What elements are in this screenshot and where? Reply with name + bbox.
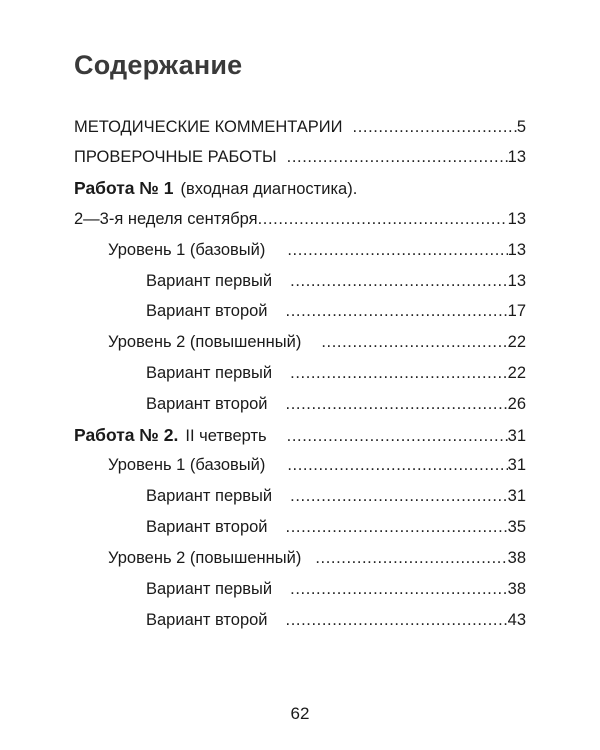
toc-entry-label: МЕТОДИЧЕСКИЕ КОММЕНТАРИИ [74,118,343,136]
toc-entry [74,114,526,140]
toc-entry [108,452,526,478]
section-subtitle: (входная диагностика). [180,180,358,198]
section-subtitle: II четверть [185,427,267,445]
toc-entry-label: Вариант второй [146,395,268,413]
toc-page-number: 13 [507,210,526,228]
toc-page-number: 38 [507,549,526,567]
dot-leader [286,391,508,417]
dot-leader [258,206,508,232]
toc-entry [74,144,526,170]
toc-page-number: 31 [507,456,526,474]
toc-entry [146,607,526,633]
toc-entry [146,576,526,602]
dot-leader [286,607,508,633]
toc-page-number: 26 [507,395,526,413]
toc-entry-label: Уровень 2 (повышенный) [108,549,302,567]
toc-section-heading [74,175,526,201]
toc-entry-label: Вариант второй [146,518,268,536]
toc-entry [146,360,526,386]
section-title: Работа № 2. [74,425,179,445]
toc-entry [146,514,526,540]
toc-entry [146,268,526,294]
dot-leader [287,423,508,449]
page-number: 62 [290,704,310,723]
toc-page-number: 13 [507,272,526,290]
toc-section-heading [74,422,526,448]
dot-leader [290,576,508,602]
dot-leader [287,144,508,170]
dot-leader [286,514,508,540]
toc-page-number: 13 [507,241,526,259]
page-title: Содержание [74,50,243,80]
toc-page-number: 31 [507,487,526,505]
toc-entry-label: Уровень 1 (базовый) [108,456,266,474]
dot-leader [287,237,507,263]
toc-entry-label: Уровень 2 (повышенный) [108,333,302,351]
toc-entry [108,329,526,355]
dot-leader [290,360,508,386]
toc-page-number: 38 [507,580,526,598]
toc-entry-label: Вариант второй [146,611,268,629]
dot-leader [321,329,507,355]
toc-entry [146,391,526,417]
toc-entry [108,545,526,571]
toc-entry-label: 2—3-я неделя сентября [74,210,258,228]
toc-page-number: 22 [507,364,526,382]
dot-leader [287,452,507,478]
toc-entry-label: Вариант первый [146,272,273,290]
toc-page-number: 31 [507,427,526,445]
toc-entry-label: Вариант первый [146,364,273,382]
toc-entry-label: Вариант второй [146,302,268,320]
toc-entry [108,237,526,263]
section-title: Работа № 1 [74,178,174,198]
dot-leader [290,268,508,294]
toc-page-number: 22 [507,333,526,351]
toc-entry [74,206,526,232]
toc-entry [146,483,526,509]
toc-entry [146,298,526,324]
toc-entry-label: Вариант первый [146,580,273,598]
toc-entry-label: ПРОВЕРОЧНЫЕ РАБОТЫ [74,148,277,166]
toc-page-number: 13 [507,148,526,166]
toc-entry-label: Вариант первый [146,487,273,505]
toc-page-number: 43 [507,611,526,629]
dot-leader [315,545,507,571]
dot-leader [353,114,517,140]
toc-page-number: 35 [507,518,526,536]
toc-entry-label: Уровень 1 (базовый) [108,241,266,259]
dot-leader [290,483,508,509]
toc-page-number: 17 [507,302,526,320]
toc-page-number: 5 [516,118,526,136]
dot-leader [286,298,508,324]
